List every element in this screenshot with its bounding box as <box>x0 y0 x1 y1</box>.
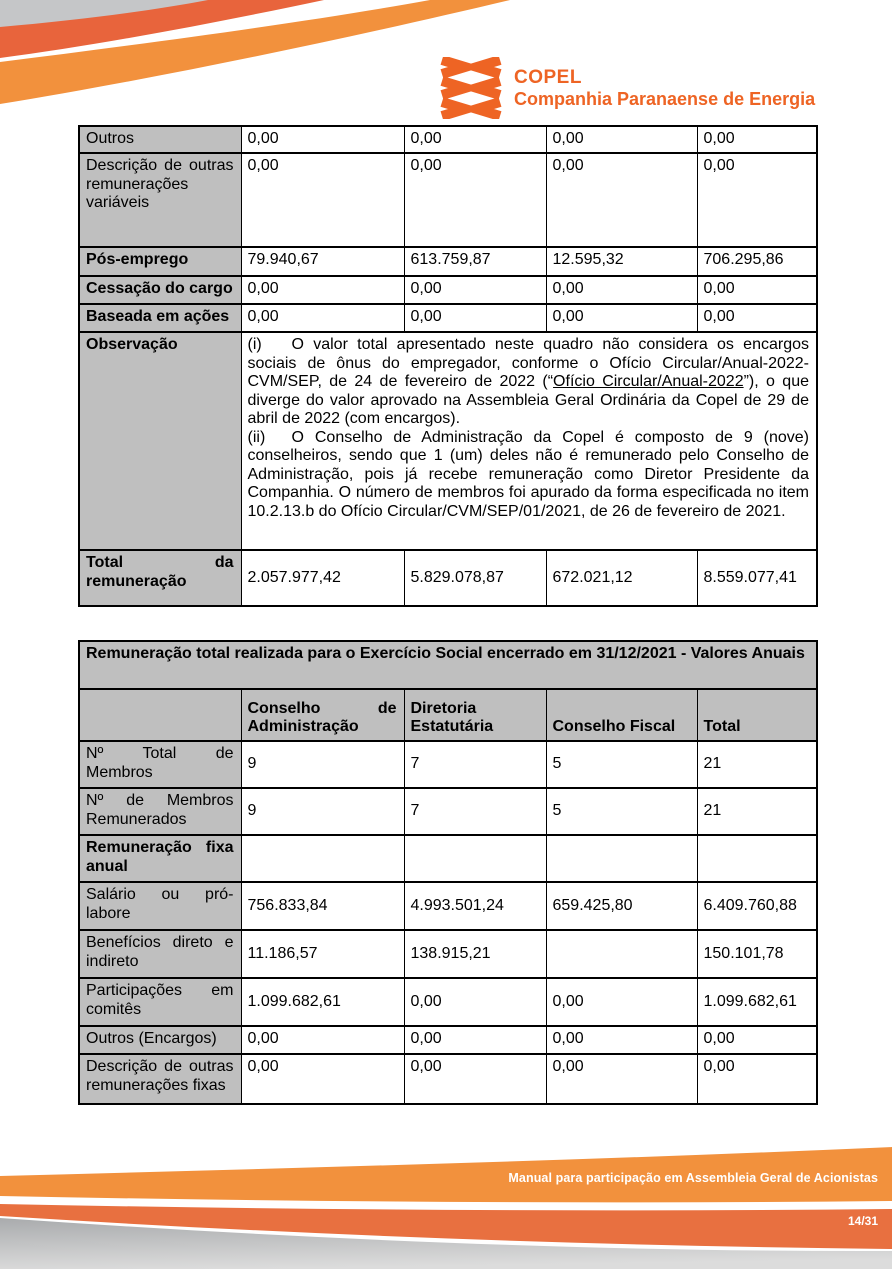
value-cell: 11.186,57 <box>241 930 404 978</box>
value-cell <box>546 835 697 882</box>
value-cell: 0,00 <box>546 126 697 153</box>
row-label-cell: Observação <box>79 332 241 550</box>
value-cell: 21 <box>697 741 817 788</box>
value-cell: 5.829.078,87 <box>404 550 546 606</box>
value-cell: 0,00 <box>241 304 404 332</box>
column-header-cell: Conselho Fiscal <box>546 689 697 741</box>
value-cell: 672.021,12 <box>546 550 697 606</box>
value-cell: 0,00 <box>404 1054 546 1104</box>
column-header-cell: Conselho de Administração <box>241 689 404 741</box>
table-row <box>79 550 817 606</box>
value-cell: 8.559.077,41 <box>697 550 817 606</box>
value-cell: 756.833,84 <box>241 882 404 930</box>
value-cell: 0,00 <box>697 304 817 332</box>
row-label-cell: Participações em comitês <box>79 978 241 1026</box>
table-row <box>79 276 817 304</box>
row-label-cell: Remuneração fixa anual <box>79 835 241 882</box>
row-label-cell: Outros <box>79 126 241 153</box>
value-cell: 1.099.682,61 <box>241 978 404 1026</box>
value-cell: 0,00 <box>241 126 404 153</box>
observation-paragraph: (i) O valor total apresentado neste quadro não considera os encargos sociais de ônus do empregador, conforme o Ofício Circular/Anual-2022-CVM/SEP, de 24 de fevereiro de 2022 (“Ofício Circular/Anual-2022”), o que diverge do valor aprovado na Assembleia Geral Ordinária da Copel de 29 de abril de 2022 (com encargos). <box>247 336 809 428</box>
value-cell <box>241 835 404 882</box>
value-cell <box>697 835 817 882</box>
table-row <box>79 835 817 882</box>
value-cell: 150.101,78 <box>697 930 817 978</box>
value-cell: 7 <box>404 741 546 788</box>
row-label-cell: Descrição de outras remunerações fixas <box>79 1054 241 1104</box>
value-cell: 0,00 <box>404 304 546 332</box>
table-title-cell: Remuneração total realizada para o Exercício Social encerrado em 31/12/2021 - Valores Anuais <box>79 641 817 689</box>
value-cell: 0,00 <box>546 1054 697 1104</box>
table-row <box>79 332 817 550</box>
copel-logo-text <box>514 67 815 110</box>
row-label-cell: Total da remuneração <box>79 550 241 606</box>
footer-manual-label: Manual para participação em Assembleia Geral de Acionistas <box>508 1171 878 1185</box>
footer-wave-decoration <box>0 1139 892 1269</box>
value-cell <box>404 835 546 882</box>
value-cell: 7 <box>404 788 546 835</box>
value-cell: 0,00 <box>697 1026 817 1054</box>
value-cell: 0,00 <box>241 1026 404 1054</box>
value-cell: 9 <box>241 788 404 835</box>
row-label-cell: Cessação do cargo <box>79 276 241 304</box>
table-row <box>79 741 817 788</box>
row-label-cell: Baseada em ações <box>79 304 241 332</box>
value-cell: 659.425,80 <box>546 882 697 930</box>
value-cell: 0,00 <box>697 1054 817 1104</box>
row-label-cell: Nº de Membros Remunerados <box>79 788 241 835</box>
value-cell: 6.409.760,88 <box>697 882 817 930</box>
row-label-cell: Nº Total de Membros <box>79 741 241 788</box>
table-row <box>79 153 817 247</box>
value-cell: 0,00 <box>546 304 697 332</box>
value-cell: 0,00 <box>241 1054 404 1104</box>
column-header-cell: Diretoria Estatutária <box>404 689 546 741</box>
value-cell: 0,00 <box>697 276 817 304</box>
table-row <box>79 882 817 930</box>
value-cell: 79.940,67 <box>241 247 404 276</box>
value-cell: 5 <box>546 741 697 788</box>
value-cell: 1.099.682,61 <box>697 978 817 1026</box>
value-cell: 0,00 <box>404 153 546 247</box>
value-cell: 21 <box>697 788 817 835</box>
value-cell: 4.993.501,24 <box>404 882 546 930</box>
table-title-row <box>79 641 817 689</box>
value-cell: 613.759,87 <box>404 247 546 276</box>
observation-paragraph: (ii) O Conselho de Administração da Copel é composto de 9 (nove) conselheiros, sendo que 1 (um) deles não é remunerado pelo Conselho de Administração, pois já recebe remuneração como Diretor Presidente da Companhia. O número de membros foi apurado da forma especificada no item 10.2.13.b do Ofício Circular/CVM/SEP/01/2021, de 26 de fevereiro de 2021. <box>247 428 809 520</box>
row-label-cell: Benefícios direto e indireto <box>79 930 241 978</box>
value-cell <box>546 930 697 978</box>
row-label-cell: Pós-emprego <box>79 247 241 276</box>
table-header-row <box>79 689 817 741</box>
row-label-cell: Descrição de outras remunerações variáveis <box>79 153 241 247</box>
value-cell: 0,00 <box>546 978 697 1026</box>
value-cell: 2.057.977,42 <box>241 550 404 606</box>
remuneration-table-2021 <box>78 640 818 1105</box>
table-row <box>79 126 817 153</box>
value-cell: 5 <box>546 788 697 835</box>
value-cell: 0,00 <box>241 276 404 304</box>
value-cell: 0,00 <box>241 153 404 247</box>
value-cell: 0,00 <box>697 126 817 153</box>
copel-logo <box>438 57 815 119</box>
observation-cell <box>241 332 817 550</box>
value-cell: 138.915,21 <box>404 930 546 978</box>
value-cell: 706.295,86 <box>697 247 817 276</box>
row-label-cell: Salário ou pró-labore <box>79 882 241 930</box>
column-header-cell: Total <box>697 689 817 741</box>
value-cell: 0,00 <box>546 1026 697 1054</box>
value-cell: 0,00 <box>697 153 817 247</box>
value-cell: 0,00 <box>546 276 697 304</box>
table-row <box>79 1026 817 1054</box>
logo-company-subtitle: Companhia Paranaense de Energia <box>514 88 816 109</box>
header-empty-cell <box>79 689 241 741</box>
value-cell: 0,00 <box>404 126 546 153</box>
page-number: 14/31 <box>847 1214 878 1228</box>
table-row <box>79 1054 817 1104</box>
row-label-cell: Outros (Encargos) <box>79 1026 241 1054</box>
value-cell: 0,00 <box>404 276 546 304</box>
value-cell: 0,00 <box>546 153 697 247</box>
table-row <box>79 930 817 978</box>
table-row <box>79 304 817 332</box>
logo-company-name: COPEL <box>514 66 582 88</box>
value-cell: 12.595,32 <box>546 247 697 276</box>
table-row <box>79 978 817 1026</box>
remuneration-table-2022 <box>78 125 818 607</box>
value-cell: 0,00 <box>404 1026 546 1054</box>
table-row <box>79 788 817 835</box>
value-cell: 0,00 <box>404 978 546 1026</box>
copel-arrows-icon <box>438 57 504 119</box>
value-cell: 9 <box>241 741 404 788</box>
table-row <box>79 247 817 276</box>
